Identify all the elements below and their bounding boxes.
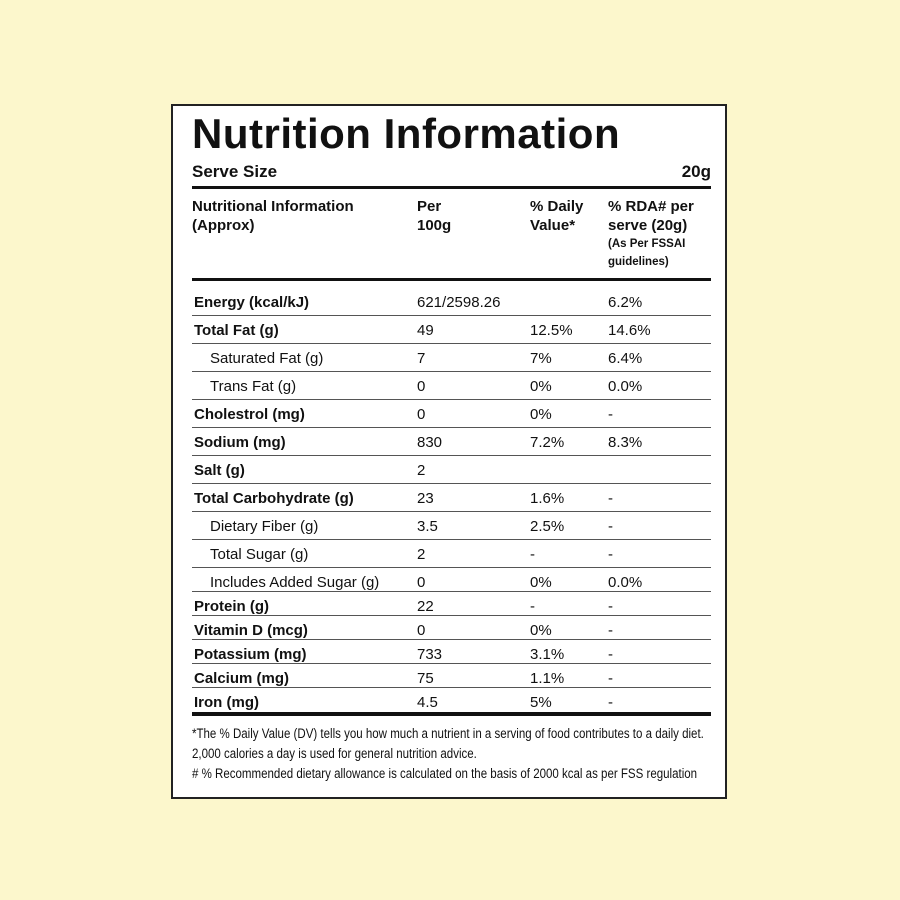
table-row bbox=[192, 688, 711, 712]
rda-value: 6.2% bbox=[608, 294, 643, 311]
per-100g-value: 2 bbox=[417, 546, 426, 563]
rda-value: - bbox=[608, 670, 613, 687]
serve-size-value: 20g bbox=[681, 162, 711, 181]
table-row bbox=[192, 456, 711, 484]
table-row bbox=[192, 640, 711, 664]
daily-value: 0% bbox=[530, 378, 552, 395]
nutrient-name: Saturated Fat (g) bbox=[210, 350, 324, 367]
table-row bbox=[192, 428, 711, 456]
daily-value: 1.6% bbox=[530, 490, 565, 507]
per-100g-value: 23 bbox=[417, 490, 434, 507]
table-row bbox=[192, 316, 711, 344]
rda-value: - bbox=[608, 546, 613, 563]
footnotes bbox=[192, 724, 717, 784]
nutrition-label bbox=[171, 104, 727, 799]
nutrient-name: Vitamin D (mcg) bbox=[194, 622, 308, 639]
nutrient-name: Salt (g) bbox=[194, 462, 245, 479]
serve-size bbox=[192, 162, 711, 182]
nutrient-name: Total Sugar (g) bbox=[210, 546, 309, 563]
daily-value: - bbox=[530, 598, 535, 615]
footnote-daily-value: *The % Daily Value (DV) tells you how much a nutrient in a serving of food contributes to a daily diet. 2,000 calories a day is used for general nutrition advice. bbox=[192, 726, 704, 761]
nutrient-name: Iron (mg) bbox=[194, 694, 259, 711]
thick-rule-top bbox=[192, 186, 711, 189]
daily-value: 2.5% bbox=[530, 518, 565, 535]
per-100g-value: 621/2598.26 bbox=[417, 294, 501, 311]
nutrient-name: Potassium (mg) bbox=[194, 646, 307, 663]
nutrient-name: Dietary Fiber (g) bbox=[210, 518, 319, 535]
rda-value: - bbox=[608, 490, 613, 507]
daily-value: - bbox=[530, 546, 535, 563]
thick-rule-bottom bbox=[192, 712, 711, 716]
per-100g-value: 830 bbox=[417, 434, 443, 451]
daily-value: 0% bbox=[530, 406, 552, 423]
nutrient-name: Calcium (mg) bbox=[194, 670, 290, 687]
footnote-rda: # % Recommended dietary allowance is calculated on the basis of 2000 kcal as per FSS regulation bbox=[192, 766, 698, 781]
rda-value: 8.3% bbox=[608, 434, 643, 451]
rda-value: - bbox=[608, 406, 613, 423]
table-row bbox=[192, 372, 711, 400]
rda-value: - bbox=[608, 694, 613, 711]
table-row bbox=[192, 664, 711, 688]
table-row bbox=[192, 484, 711, 512]
per-100g-value: 0 bbox=[417, 574, 426, 591]
daily-value: 1.1% bbox=[530, 670, 565, 687]
daily-value: 0% bbox=[530, 574, 552, 591]
daily-value: 7% bbox=[530, 350, 552, 367]
table-row bbox=[192, 288, 711, 316]
nutrient-name: Sodium (mg) bbox=[194, 434, 286, 451]
table-row bbox=[192, 344, 711, 372]
rda-value: 0.0% bbox=[608, 378, 643, 395]
nutrient-name: Trans Fat (g) bbox=[210, 378, 297, 395]
nutrient-name: Includes Added Sugar (g) bbox=[210, 574, 380, 591]
header-nutrient: Nutritional Information (Approx) bbox=[192, 198, 354, 234]
header-daily-value: % Daily Value* bbox=[530, 198, 584, 234]
table-row bbox=[192, 616, 711, 640]
daily-value: 5% bbox=[530, 694, 552, 711]
per-100g-value: 22 bbox=[417, 598, 434, 615]
per-100g-value: 3.5 bbox=[417, 518, 438, 535]
rda-value: 0.0% bbox=[608, 574, 643, 591]
thick-rule-header bbox=[192, 278, 711, 281]
label-title: Nutrition Information bbox=[192, 110, 621, 157]
table-row bbox=[192, 400, 711, 428]
table-row bbox=[192, 592, 711, 616]
per-100g-value: 733 bbox=[417, 646, 443, 663]
per-100g-value: 4.5 bbox=[417, 694, 438, 711]
daily-value: 0% bbox=[530, 622, 552, 639]
per-100g-value: 75 bbox=[417, 670, 434, 687]
serve-size-label: Serve Size bbox=[192, 162, 278, 181]
nutrient-name: Protein (g) bbox=[194, 598, 269, 615]
per-100g-value: 49 bbox=[417, 322, 434, 339]
nutrient-name: Cholestrol (mg) bbox=[194, 406, 305, 423]
daily-value: 12.5% bbox=[530, 322, 573, 339]
rda-value: 6.4% bbox=[608, 350, 643, 367]
nutrient-name: Total Carbohydrate (g) bbox=[194, 490, 354, 507]
table-row bbox=[192, 568, 711, 592]
header-rda-label: % RDA# per serve (20g) bbox=[608, 198, 694, 234]
per-100g-value: 0 bbox=[417, 378, 426, 395]
table-row bbox=[192, 540, 711, 568]
per-100g-value: 7 bbox=[417, 350, 426, 367]
rda-value: 14.6% bbox=[608, 322, 651, 339]
daily-value: 3.1% bbox=[530, 646, 565, 663]
header-per100: Per 100g bbox=[417, 198, 452, 234]
rda-value: - bbox=[608, 646, 613, 663]
header-rda-note: (As Per FSSAI guidelines) bbox=[608, 238, 686, 268]
header-rda bbox=[608, 197, 718, 271]
rda-value: - bbox=[608, 518, 613, 535]
nutrient-name: Energy (kcal/kJ) bbox=[194, 294, 310, 311]
per-100g-value: 0 bbox=[417, 406, 426, 423]
rda-value: - bbox=[608, 598, 613, 615]
daily-value: 7.2% bbox=[530, 434, 565, 451]
table-row bbox=[192, 512, 711, 540]
per-100g-value: 2 bbox=[417, 462, 426, 479]
nutrient-name: Total Fat (g) bbox=[194, 322, 279, 339]
rda-value: - bbox=[608, 622, 613, 639]
per-100g-value: 0 bbox=[417, 622, 426, 639]
